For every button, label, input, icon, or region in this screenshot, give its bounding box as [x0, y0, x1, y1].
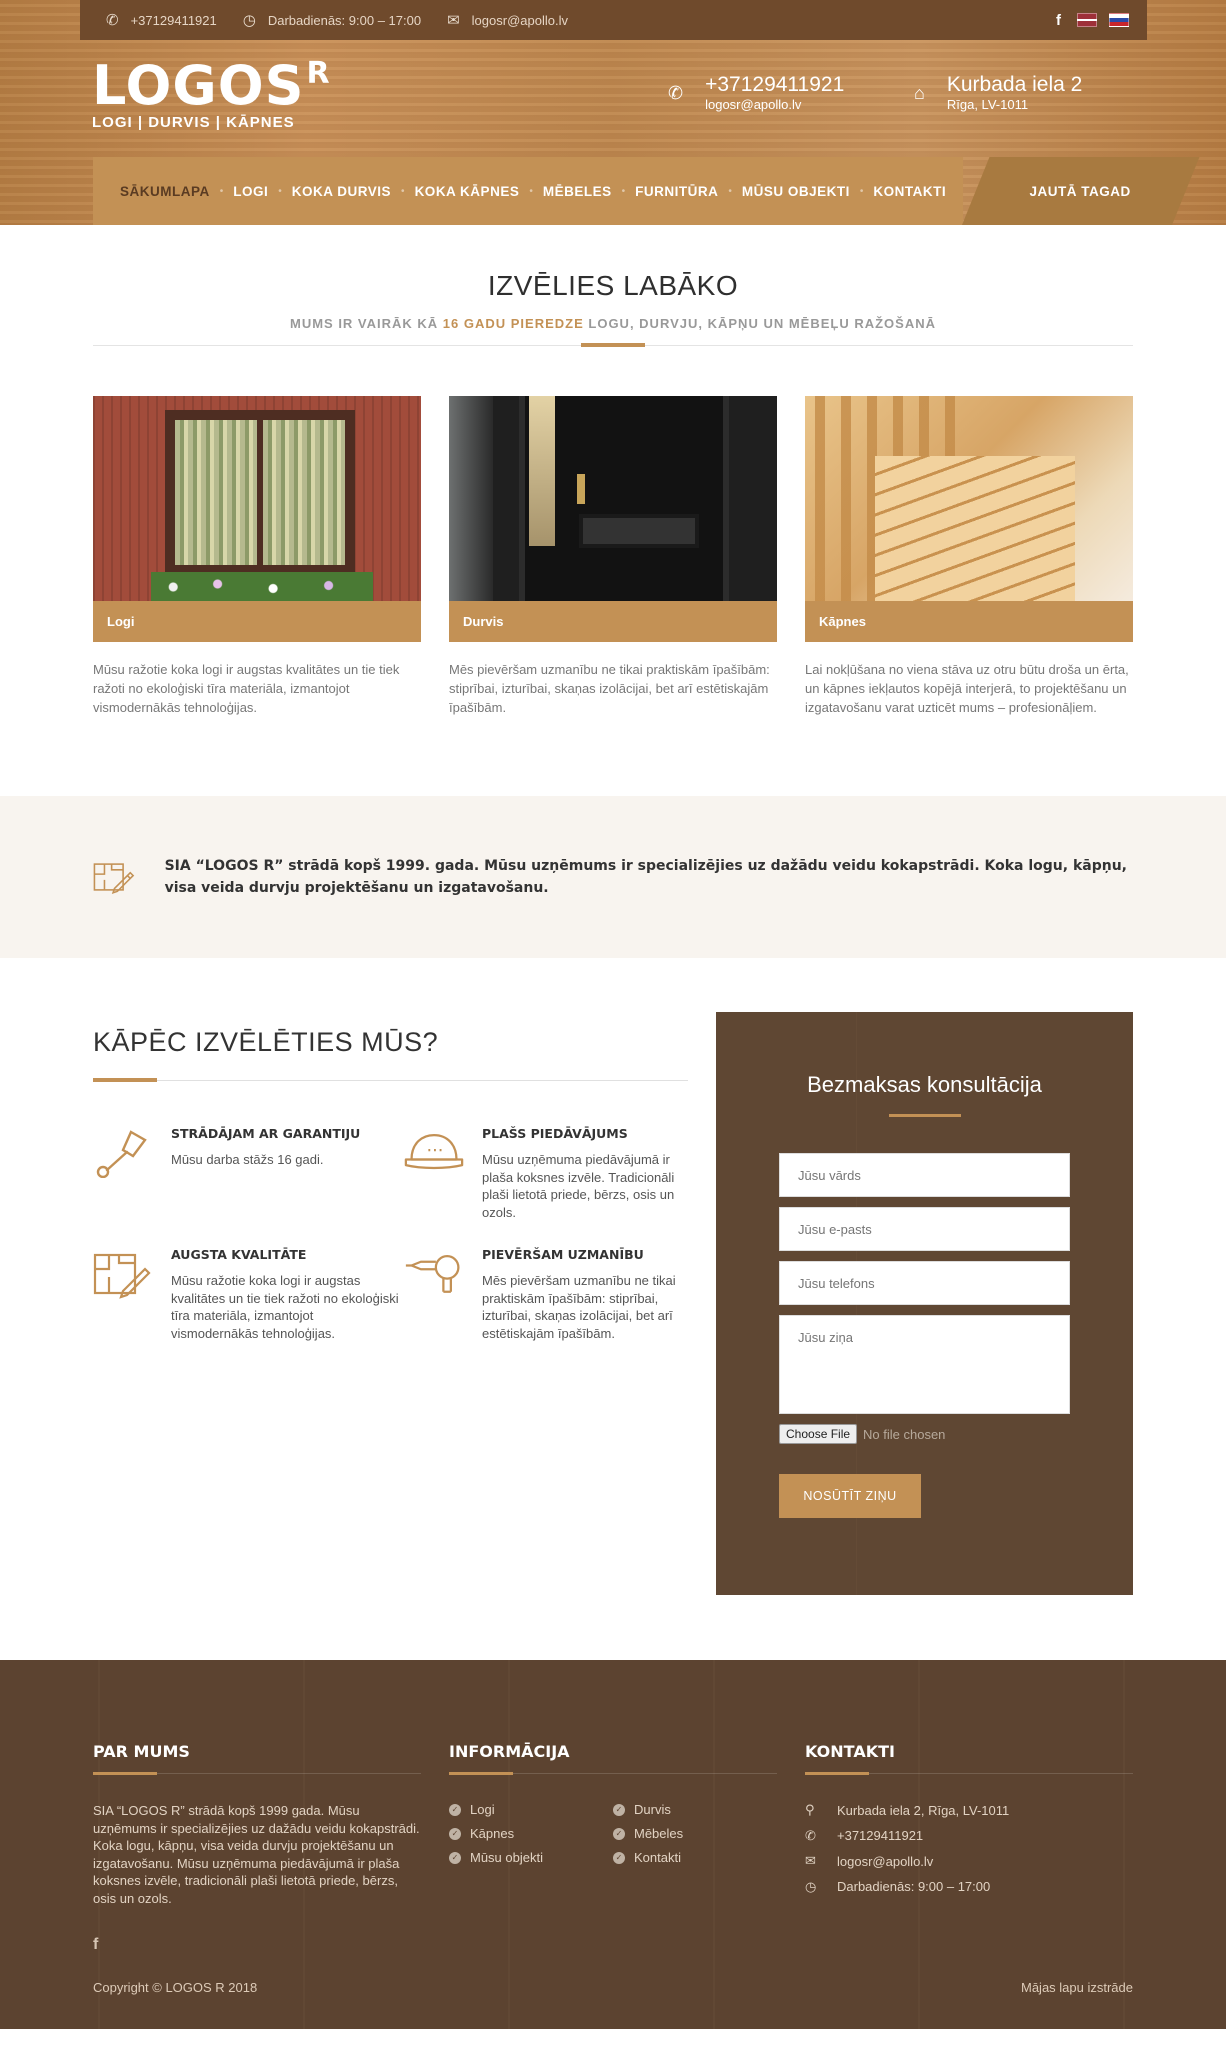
- feature-attention: [404, 1247, 688, 1342]
- header-address: [914, 73, 1082, 112]
- made-by-link[interactable]: Mājas lapu izstrāde: [1021, 1980, 1133, 1995]
- footer-bottom: [93, 1980, 1133, 1995]
- facebook-icon[interactable]: f: [1056, 11, 1061, 29]
- topbar-email[interactable]: [447, 11, 568, 29]
- nav-separator: •: [621, 185, 626, 197]
- feature-title: STRĀDĀJAM AR GARANTIJU: [171, 1126, 361, 1141]
- feature-title: AUGSTA KVALITĀTE: [171, 1247, 307, 1262]
- card-label[interactable]: Kāpnes: [805, 601, 1133, 642]
- section-divider: [93, 345, 1133, 346]
- feature-text: Mūsu ražotie koka logi ir augstas kvalitātes un tie tiek ražoti no ekoloģiski tīra materiāla, izmantojot vismodernākās tehnoloģijas.: [171, 1273, 399, 1341]
- stairs-photo: [805, 396, 1133, 601]
- drill-icon: [404, 1247, 464, 1299]
- topbar-hours-text: Darbadienās: 9:00 – 17:00: [267, 12, 422, 28]
- product-cards: [93, 396, 1133, 717]
- feature-text: Mūsu uzņēmuma piedāvājumā ir plaša koksnes izvēle. Tradicionāli plaši lietotā priede, bērzs, osis un ozols.: [482, 1152, 675, 1220]
- footer-divider: [805, 1773, 1133, 1774]
- footer-link-kapnes[interactable]: [449, 1826, 613, 1841]
- site-logo[interactable]: [92, 54, 331, 131]
- footer-about-text: [93, 1802, 421, 1908]
- nav-item-koka-durvis[interactable]: KOKA DURVIS: [291, 183, 392, 199]
- phone-input[interactable]: [779, 1261, 1070, 1305]
- footer-link-label: Mūsu objekti: [470, 1850, 543, 1865]
- footer-about: [93, 1742, 421, 1954]
- footer-link-mebeles[interactable]: [613, 1826, 777, 1841]
- social-and-languages: [1056, 12, 1129, 29]
- footer-link-label: Mēbeles: [634, 1826, 684, 1841]
- message-input[interactable]: [779, 1315, 1070, 1414]
- check-circle-icon: ✓: [449, 1804, 461, 1816]
- feature-title: PIEVĒRŠAM UZMANĪBU: [482, 1247, 644, 1262]
- intro-subtitle-highlight: 16 GADU PIEREDZE: [442, 316, 584, 331]
- footer-contacts-title: KONTAKTI: [805, 1742, 895, 1761]
- window-photo: [93, 396, 421, 601]
- nav-item-musu-objekti[interactable]: MŪSU OBJEKTI: [741, 183, 850, 199]
- check-circle-icon: ✓: [613, 1852, 625, 1864]
- footer-link-label: Kāpnes: [470, 1826, 515, 1841]
- contact-list: [805, 1802, 1133, 1895]
- latvian-flag-icon[interactable]: [1077, 13, 1097, 27]
- contact-phone-text: +37129411921: [837, 1828, 924, 1843]
- footer-divider: [449, 1773, 777, 1774]
- contact-phone[interactable]: [805, 1828, 1133, 1844]
- intro-section: [93, 225, 1133, 346]
- why-title: KĀPĒC IZVĒLĒTIES MŪS?: [93, 1027, 439, 1057]
- footer-about-title: PAR MUMS: [93, 1742, 190, 1761]
- map-pin-icon: ⚲: [805, 1802, 815, 1817]
- nav-separator: •: [278, 185, 282, 197]
- clock-icon: ◷: [242, 12, 256, 29]
- footer-link-musu-objekti[interactable]: [449, 1850, 613, 1865]
- card-text: Mēs pievēršam uzmanību ne tikai praktiskām īpašībām: stiprībai, izturībai, skaņas izolācijai, bet arī estētiskajām īpašībām.: [449, 662, 770, 715]
- footer-about-p1: SIA “LOGOS R” strādā kopš 1999 gada. Mūsu uzņēmums ir specializējies uz dažādu veidu kokapstrādi.: [93, 1803, 420, 1836]
- feature-guarantee: [93, 1126, 404, 1221]
- why-us: [93, 1027, 688, 1610]
- door-photo: [449, 396, 777, 601]
- intro-subtitle-a: MUMS IR VAIRĀK KĀ: [289, 316, 443, 331]
- nav-separator: •: [728, 185, 732, 197]
- contact-hours: [805, 1879, 1133, 1895]
- feature-text: Mēs pievēršam uzmanību ne tikai praktiskām īpašībām: stiprībai, izturībai, skaņas izolācijai, bet arī estētiskajām īpašībām.: [482, 1273, 676, 1341]
- topbar-phone[interactable]: [106, 11, 217, 29]
- check-circle-icon: ✓: [613, 1828, 625, 1840]
- feature-quality: [93, 1247, 404, 1342]
- about-band: [0, 796, 1226, 958]
- intro-subtitle: [93, 316, 1133, 331]
- nav-item-mebeles[interactable]: MĒBELES: [542, 183, 612, 199]
- file-upload: [779, 1424, 1070, 1444]
- card-label[interactable]: Durvis: [449, 601, 777, 642]
- check-circle-icon: ✓: [613, 1804, 625, 1816]
- form-title: Bezmaksas konsultācija: [807, 1072, 1042, 1097]
- footer-link-kontakti[interactable]: [613, 1850, 777, 1865]
- card-logi[interactable]: [93, 396, 421, 717]
- footer-link-label: Durvis: [634, 1802, 671, 1817]
- email-input[interactable]: [779, 1207, 1070, 1251]
- phone-icon: ✆: [106, 12, 119, 29]
- footer-link-logi[interactable]: [449, 1802, 613, 1817]
- footer-divider: [93, 1773, 421, 1774]
- nav-item-furnitura[interactable]: FURNITŪRA: [635, 183, 719, 199]
- logo-main: LOGOS: [92, 54, 305, 117]
- header-phone-number: +37129411921: [705, 73, 845, 96]
- site-footer: [0, 1660, 1226, 2029]
- contact-address-text: Kurbada iela 2, Rīga, LV-1011: [837, 1802, 1010, 1818]
- copyright: Copyright © LOGOS R 2018: [93, 1980, 258, 1995]
- ask-now-button[interactable]: [962, 157, 1199, 225]
- footer-link-label: Logi: [470, 1802, 495, 1817]
- blueprint-icon: [93, 1247, 153, 1299]
- card-label[interactable]: Logi: [93, 601, 421, 642]
- header-phone[interactable]: [668, 73, 844, 112]
- ask-now-label: JAUTĀ TAGAD: [1030, 183, 1132, 199]
- screwdriver-icon: [93, 1126, 153, 1178]
- hardhat-icon: [404, 1126, 464, 1178]
- check-circle-icon: ✓: [449, 1828, 461, 1840]
- check-circle-icon: ✓: [449, 1852, 461, 1864]
- topbar-email-text: logosr@apollo.lv: [471, 12, 568, 28]
- contact-hours-text: Darbadienās: 9:00 – 17:00: [837, 1879, 991, 1894]
- choose-file-button[interactable]: Choose File: [779, 1424, 857, 1444]
- header-phone-email: logosr@apollo.lv: [705, 97, 802, 112]
- clock-icon: ◷: [805, 1878, 817, 1894]
- card-text: Lai nokļūšana no viena stāva uz otru būtu droša un ērta, un kāpnes iekļautos kopējā interjerā, to projektēšanu un izgatavošanu varat uzticēt mums – profesionāļiem.: [805, 662, 1129, 715]
- features-grid: [93, 1126, 688, 1342]
- logo-tagline: LOGI | DURVIS | KĀPNES: [92, 114, 295, 131]
- topbar-hours: [243, 11, 421, 29]
- main-nav: [93, 157, 963, 225]
- consultation-form: [716, 1012, 1133, 1595]
- footer-links: [449, 1802, 777, 1865]
- envelope-icon: ✉: [805, 1853, 816, 1868]
- card-kapnes[interactable]: [805, 396, 1133, 717]
- footer-contacts: [805, 1742, 1133, 1954]
- header-address-street: Kurbada iela 2: [946, 73, 1083, 96]
- nav-item-logi[interactable]: LOGI: [233, 183, 269, 199]
- contact-email[interactable]: [805, 1853, 1133, 1869]
- why-section: [93, 1027, 1133, 1610]
- feature-title: PLAŠS PIEDĀVĀJUMS: [482, 1126, 628, 1141]
- section-divider: [93, 1080, 688, 1081]
- file-status: No file chosen: [863, 1426, 946, 1442]
- nav-separator: •: [529, 185, 533, 197]
- footer-info-title: INFORMĀCIJA: [449, 1742, 570, 1761]
- form-divider: [889, 1114, 961, 1117]
- footer-link-durvis[interactable]: [613, 1802, 777, 1817]
- card-durvis[interactable]: [449, 396, 777, 717]
- nav-item-koka-kapnes[interactable]: KOKA KĀPNES: [414, 183, 520, 199]
- contact-email-text: logosr@apollo.lv: [837, 1853, 934, 1869]
- footer-link-label: Kontakti: [634, 1850, 681, 1865]
- nav-item-kontakti[interactable]: KONTAKTI: [873, 183, 947, 199]
- intro-title: IZVĒLIES LABĀKO: [487, 270, 739, 301]
- footer-info: [449, 1742, 777, 1954]
- topbar-phone-text: +37129411921: [130, 12, 217, 28]
- facebook-icon[interactable]: f: [93, 1935, 99, 1953]
- nav-separator: •: [219, 185, 224, 197]
- nav-separator: •: [401, 185, 405, 197]
- nav-separator: •: [859, 185, 864, 197]
- logo-sup: R: [306, 56, 331, 91]
- send-message-button[interactable]: NOSŪTĪT ZIŅU: [779, 1474, 921, 1518]
- blueprint-icon: [93, 855, 135, 899]
- feature-wide-offer: [404, 1126, 688, 1221]
- contact-address: [805, 1802, 1133, 1818]
- about-band-text: SIA “LOGOS R” strādā kopš 1999. gada. Mūsu uzņēmums ir specializējies uz dažādu veidu kokapstrādi. Koka logu, kāpņu, visa veida durvju projektēšanu un izgatavošanu.: [164, 858, 1127, 896]
- feature-text: Mūsu darba stāžs 16 gadi.: [171, 1152, 324, 1167]
- name-input[interactable]: [779, 1153, 1070, 1197]
- intro-subtitle-b: LOGU, DURVJU, KĀPŅU UN MĒBEĻU RAŽOŠANĀ: [583, 316, 936, 331]
- footer-about-p2: Koka logu, kāpņu, visa veida durvju projektēšanu un izgatavošanu. Mūsu uzņēmuma piedāvājumā ir plaša koksnes izvēle, tradicionāli plaši lietotā priede, bērzs, osis un ozols.: [93, 1838, 400, 1906]
- phone-icon: ✆: [805, 1827, 816, 1843]
- envelope-icon: ✉: [447, 12, 460, 29]
- header-address-city: Rīga, LV-1011: [946, 97, 1029, 112]
- site-header: [0, 0, 1226, 225]
- phone-icon: ✆: [668, 83, 684, 103]
- card-text: Mūsu ražotie koka logi ir augstas kvalitātes un tie tiek ražoti no ekoloģiski tīra materiāla, izmantojot vismodernākās tehnoloģijas.: [93, 662, 400, 715]
- russian-flag-icon[interactable]: [1109, 13, 1129, 27]
- home-icon: ⌂: [914, 83, 925, 103]
- nav-item-sakumlapa[interactable]: SĀKUMLAPA: [120, 183, 210, 199]
- top-bar: [80, 0, 1147, 40]
